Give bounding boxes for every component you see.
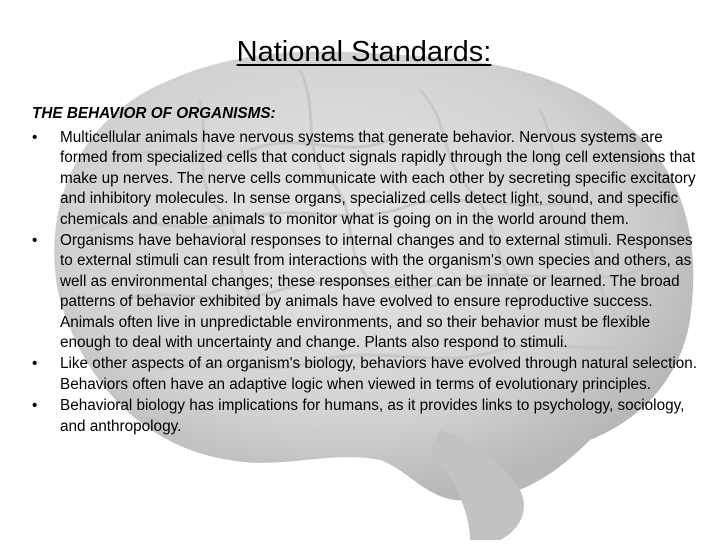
slide-title: National Standards:	[236, 36, 492, 68]
bullet-item	[32, 396, 700, 437]
bullet-icon: •	[32, 129, 38, 146]
section-heading: THE BEHAVIOR OF ORGANISMS:	[32, 105, 276, 122]
bullet-text: Multicellular animals have nervous systems that generate behavior. Nervous systems are formed from specialized cells that conduct signals rapidly through the long cell extensions that make up nerves. The nerve cells communicate with each other by secreting specific excitatory and inhibitory molecules. In sense organs, specialized cells detect light, sound, and specific chemicals and enable animals to monitor what is going on in the world around them.	[60, 129, 696, 228]
bullet-list	[32, 128, 700, 437]
bullet-icon: •	[32, 397, 38, 415]
bullet-icon: •	[32, 355, 38, 373]
bullet-icon: •	[32, 232, 38, 250]
bullet-text: Behavioral biology has implications for humans, as it provides links to psychology, sociology, and anthropology.	[60, 397, 685, 435]
bullet-text: Like other aspects of an organism's biology, behaviors have evolved through natural selection. Behaviors often have an adaptive logic when viewed in terms of evolutionary principles.	[60, 355, 697, 393]
slide-body	[32, 104, 700, 438]
bullet-item	[32, 231, 700, 353]
bullet-text: Organisms have behavioral responses to internal changes and to external stimuli. Responses to external stimuli can result from interactions with the organism's own species and others, as well as environmental changes; these responses either can be innate or learned. The broad patterns of behavior exhibited by animals have evolved to ensure reproductive success. Animals often live in unpredictable environments, and so their behavior must be flexible enough to deal with uncertainty and change. Plants also respond to stimuli.	[60, 232, 693, 352]
bullet-item	[32, 128, 700, 230]
bullet-item	[32, 354, 700, 395]
